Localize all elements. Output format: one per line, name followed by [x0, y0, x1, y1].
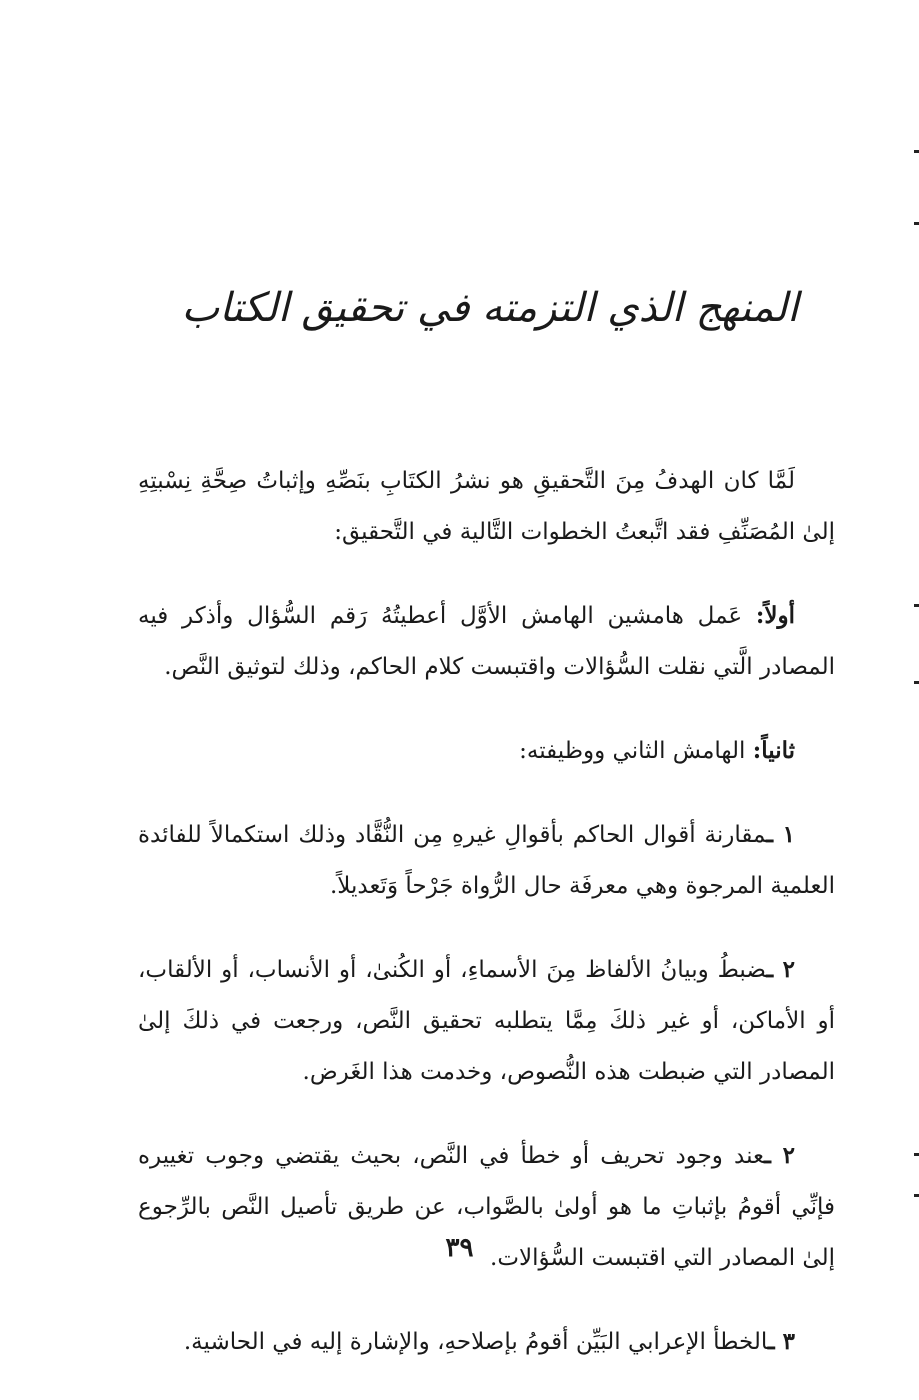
scan-edge-mark	[914, 1194, 919, 1197]
first-lead: أولاً:	[755, 602, 796, 629]
first-paragraph	[138, 590, 835, 693]
item-text: الخطأ الإعرابي البَيِّن أقومُ بإصلاحهِ، والإشارة إليه في الحاشية.	[183, 1329, 768, 1355]
page-number: ٣٩	[445, 1233, 474, 1263]
scan-edge-mark	[914, 1153, 919, 1156]
scan-edge-mark	[914, 150, 919, 153]
scan-edge-mark	[914, 222, 919, 225]
list-item	[138, 1316, 835, 1368]
second-text: الهامش الثاني ووظيفته:	[519, 738, 746, 764]
second-lead: ثانياً:	[752, 737, 795, 764]
item-number: ٢ ـ	[764, 1142, 795, 1169]
item-number: ٣ ـ	[767, 1328, 795, 1355]
item-text: عند وجود تحريف أو خطأ في النَّص، بحيث يقتضي وجوب تغييره فإنِّي أقومُ بإثباتِ ما هو أولىٰ بالصَّواب، عن طريق تأصيل النَّص بالرِّجوع إلىٰ المصادر التي اقتبست السُّؤالات.	[138, 1143, 835, 1271]
scan-edge-mark	[914, 681, 919, 684]
item-text: مقارنة أقوال الحاكم بأقوالِ غيرهِ مِن النُّقَّاد وذلك استكمالاً للفائدة العلمية المرجوة وهي معرفَة حال الرُّواة جَرْحاً وَتَعديلاً.	[138, 822, 835, 899]
list-item	[138, 809, 835, 912]
item-text: ضبطُ وبيانُ الألفاظ مِنَ الأسماءِ، أو الكُنىٰ، أو الأنساب، أو الألقاب، أو الأماكن، أو غير ذلكَ مِمَّا يتطلبه تحقيق النَّص، ورجعت في ذلكَ إلىٰ المصادر التي ضبطت هذه النُّصوص، وخدمت هذا الغَرض.	[138, 957, 835, 1085]
list-item	[138, 944, 835, 1098]
page-title: المنهج الذي التزمته في تحقيق الكتاب	[181, 285, 799, 331]
scan-edge-mark	[914, 604, 919, 607]
first-text: عَمل هامشين الهامش الأوَّل أعطيتُهُ رَقم السُّؤال وأذكر فيه المصادر الَّتي نقلت السُّؤالات واقتبست كلام الحاكم، وذلك لتوثيق النَّص.	[138, 603, 835, 680]
second-paragraph	[138, 725, 835, 777]
item-number: ٢ ـ	[766, 956, 796, 983]
intro-paragraph: لَمَّا كان الهدفُ مِنَ التَّحقيقِ هو نشرُ الكتَابِ بنَصِّهِ وإثباتُ صِحَّةِ نِسْبتِهِ إلىٰ المُصَنِّفِ فقد اتَّبعتُ الخطوات التَّالية في التَّحقيق:	[138, 468, 835, 545]
item-number: ١ ـ	[766, 821, 796, 848]
